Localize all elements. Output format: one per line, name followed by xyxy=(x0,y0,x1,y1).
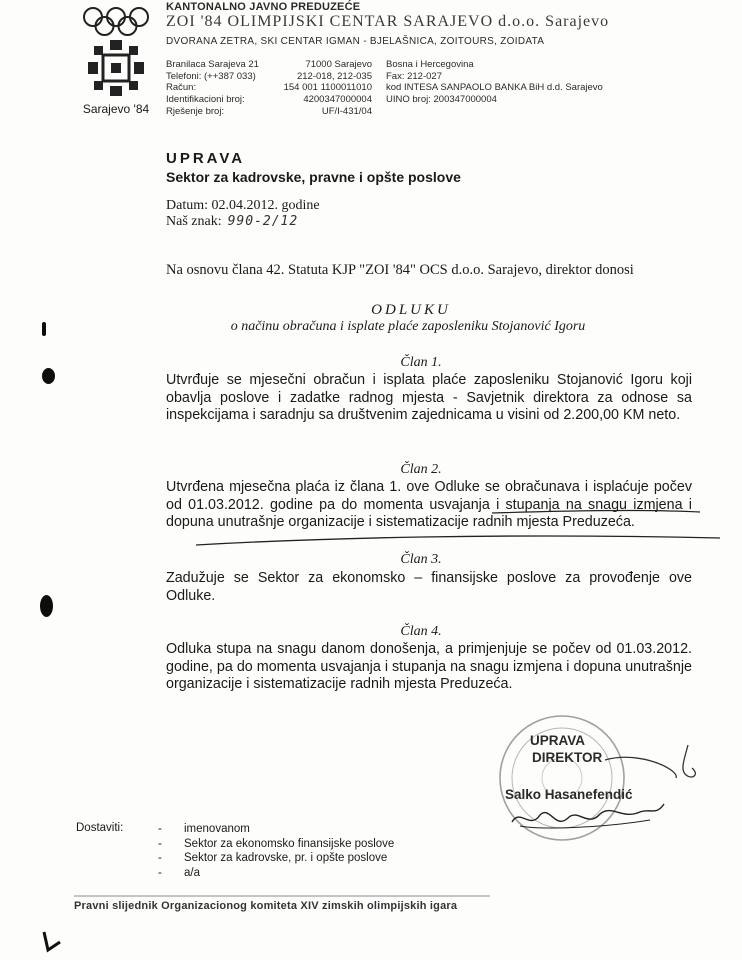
department-heading: UPRAVA xyxy=(166,150,246,167)
logo-caption: Sarajevo '84 xyxy=(82,102,150,116)
info-right: Fax: 212-027 xyxy=(386,70,442,82)
info-key: Račun: xyxy=(166,82,197,94)
article-heading: Član 2. xyxy=(400,462,442,477)
info-value: UF/I-431/04 xyxy=(321,105,372,117)
article-text: Utvrđuje se mjesečni obračun i isplata plaće zaposleniku Stojanović Igoru koji obavlja poslove i zadatke radnog mjesta - Savjetnik direktora za odnose sa inspekcijama i saradnju sa društvenim zajednicama u visini od 2.200,00 KM neto. xyxy=(166,372,692,423)
list-item: - a/a xyxy=(158,866,200,879)
list-item: - Sektor za ekonomsko finansijske poslove xyxy=(158,837,395,850)
signature-title: DIREKTOR xyxy=(532,750,603,765)
signatory-name: Salko Hasanefendić xyxy=(505,787,633,802)
article-heading: Član 4. xyxy=(400,624,442,639)
info-value: 154 001 1100011010 xyxy=(283,82,372,94)
info-key: Identifikacioni broj: xyxy=(166,94,245,106)
decision-subtitle: o načinu obračuna i isplate plaće zaposleniku Stojanović Igoru xyxy=(230,319,586,334)
info-value: 71000 Sarajevo xyxy=(305,59,372,70)
intro-text: Na osnovu člana 42. Statuta KJP "ZOI '84" OCS d.o.o. Sarajevo, direktor donosi xyxy=(166,262,634,278)
footer-note: Pravni slijednik Organizacionog komiteta XIV zimskih olimpijskih igara xyxy=(74,900,458,912)
sector-heading: Sektor za kadrovske, pravne i opšte poslove xyxy=(166,169,461,185)
distribution-label: Dostaviti: xyxy=(76,822,124,834)
article-heading: Član 3. xyxy=(400,552,442,567)
info-key: Telefoni: (++387 033) xyxy=(166,70,256,82)
info-key: Branilaca Sarajeva 21 xyxy=(166,59,259,70)
org-divisions: DVORANA ZETRA, SKI CENTAR IGMAN - BJELAŠNICA, ZOITOURS, ZOIDATA xyxy=(166,36,545,47)
info-right: kod INTESA SANPAOLO BANKA BiH d.d. Sarajevo xyxy=(386,82,603,94)
org-type: KANTONALNO JAVNO PREDUZEĆE xyxy=(166,1,361,13)
info-right: Bosna i Hercegovina xyxy=(386,59,474,70)
decision-title: ODLUKU xyxy=(371,302,451,318)
list-item: - imenovanom xyxy=(158,823,250,835)
org-name: ZOI '84 OLIMPIJSKI CENTAR SARAJEVO d.o.o. Sarajevo xyxy=(166,13,610,30)
document-date: Datum: 02.04.2012. godine xyxy=(166,198,320,213)
article-text: Zadužuje se Sektor za ekonomsko – finansijske poslove za provođenje ove Odluke. xyxy=(166,570,692,604)
list-item: - Sektor za kadrovske, pr. i opšte poslove xyxy=(158,852,388,865)
reference-label: Naš znak: xyxy=(166,214,222,229)
article-text: Utvrđena mjesečna plaća iz člana 1. ove Odluke se obračunava i isplaćuje počev od 01.03.2012. godine pa do momenta usvajanja i stupanja na snagu izmjena i dopuna unutrašnje organizacije i sistematizacije radnih mjesta Preduzeća. xyxy=(166,479,692,530)
info-value: 212-018, 212-035 xyxy=(296,70,372,82)
info-right: UINO broj: 200347000004 xyxy=(386,94,497,106)
article-heading: Član 1. xyxy=(400,355,442,370)
info-value: 4200347000004 xyxy=(303,94,372,106)
reference-value: 990-2/12 xyxy=(227,214,299,229)
signature-department: UPRAVA xyxy=(530,733,586,748)
article-text: Odluka stupa na snagu danom donošenja, a primjenjuje se počev od 01.03.2012. godine, pa do momenta usvajanja i stupanja na snagu izmjena i dopuna unutrašnje organizacije i sistematizacije radnih mjesta Preduzeća. xyxy=(166,641,692,692)
info-key: Rješenje broj: xyxy=(166,105,225,117)
